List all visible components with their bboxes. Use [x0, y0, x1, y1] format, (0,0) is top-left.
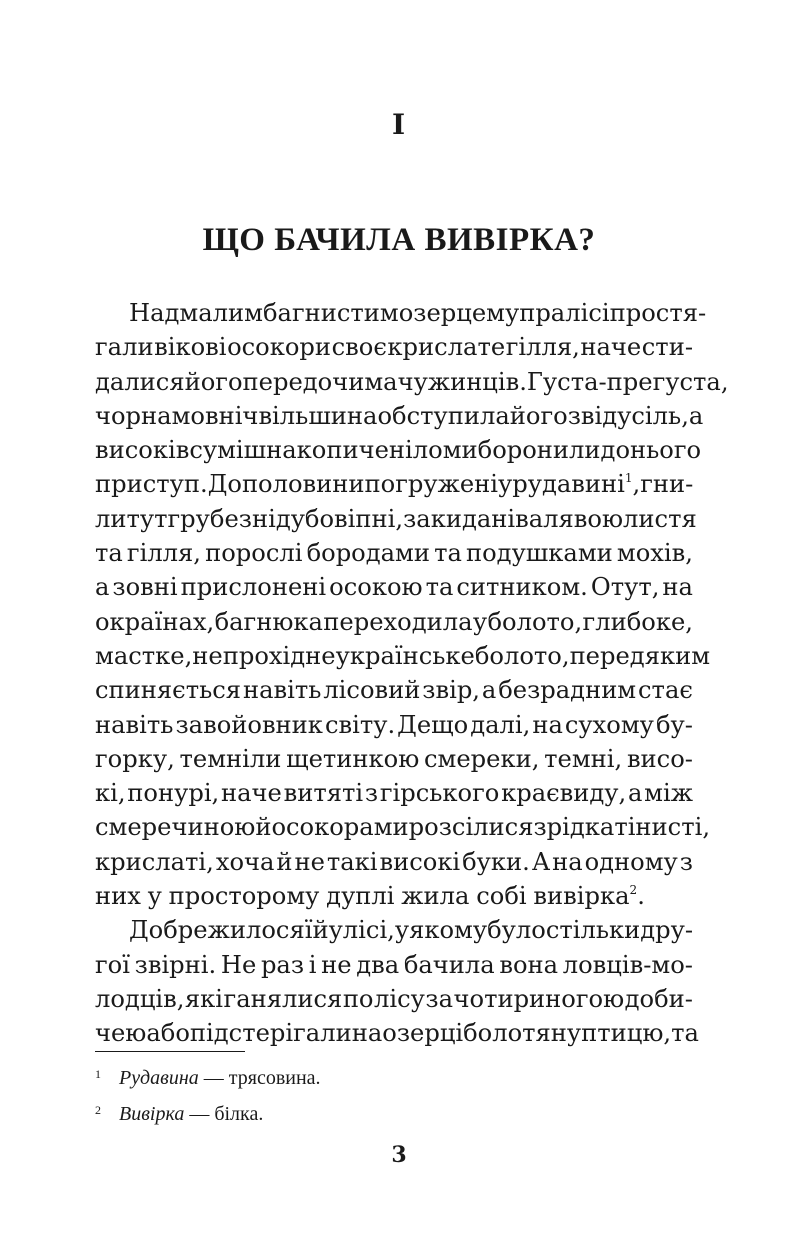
text-line: кі, понурі, наче витяті з гірського краєвиду, а між — [95, 779, 693, 808]
text-line: далися його перед очима чужинців. Густа-прегуста, — [95, 367, 729, 396]
text-line: навіть завойовник світу. Дещо далі, на сухому бу- — [95, 710, 693, 739]
text-line: них у просторому дуплі жила собі вивірка$^2$. — [95, 882, 645, 911]
footnote-2 — [95, 1094, 695, 1130]
footnote-marker: 2 — [95, 1103, 101, 1117]
text-line: горку, темніли щетинкою смереки, темні, висо- — [95, 744, 693, 773]
text-line: високі всуміш накопичені ломи боронили до нього — [95, 436, 702, 465]
text-line: та гілля, порослі бородами та подушками мохів, — [95, 539, 693, 568]
footnote-term: Вивірка — [119, 1103, 185, 1125]
footnote-definition: — білка. — [184, 1103, 264, 1125]
text-line: спиняється навіть лісовий звір, а безрадним стає — [95, 676, 693, 705]
text-line: гої звірні. Не раз і не два бачила вона ловців-мо- — [95, 950, 693, 979]
footnote-1 — [95, 1058, 695, 1094]
text-line: ли тут грубезні дубові пні, закидані валявою листя — [95, 504, 697, 533]
text-line: гали вікові осокори своє крислате гілля, наче сти- — [95, 333, 693, 362]
text-line: Над малим багнистим озерцем у пралісі простя- — [129, 299, 707, 327]
text-line: смеречиною й осокорами розсілися зрідка тінисті, — [95, 813, 711, 842]
text-line: чорна мов ніч вільшина обступила його звідусіль, а — [95, 401, 704, 430]
body-text — [95, 296, 729, 1051]
footnote-reference: 2 — [629, 883, 638, 898]
text-line: мастке, непрохідне українське болото, перед яким — [95, 641, 711, 670]
text-line: лодців, які ганялися по лісу за чотириногою доби- — [95, 984, 693, 1013]
footnote-reference: 1 — [624, 471, 633, 486]
footnote-divider — [95, 1051, 245, 1052]
text-line: приступ. До половини погружені у рудавині$^1$, гни- — [95, 470, 694, 499]
page-number: 3 — [391, 1142, 407, 1168]
text-line: Добре жилося їй у лісі, у якому було стільки дру- — [129, 916, 694, 945]
chapter-title: ЩО БАЧИЛА ВИВІРКА? — [202, 222, 596, 258]
text-line: чею або підстерігали на озерці болотяну птицю, та — [95, 1019, 699, 1048]
footnote-definition: — трясовина. — [198, 1067, 321, 1089]
footnote-term: Рудавина — [119, 1067, 199, 1089]
text-line: а зовні прислонені осокою та ситником. Отут, на — [95, 573, 693, 602]
chapter-number: I — [391, 108, 407, 141]
text-line: окраїнах, багнюка переходила у болото, глибоке, — [95, 607, 693, 636]
footnotes — [95, 1058, 695, 1130]
footnote-marker: 1 — [95, 1067, 101, 1081]
text-line: крислаті, хоча й не такі високі буки. А на одному з — [95, 847, 693, 876]
